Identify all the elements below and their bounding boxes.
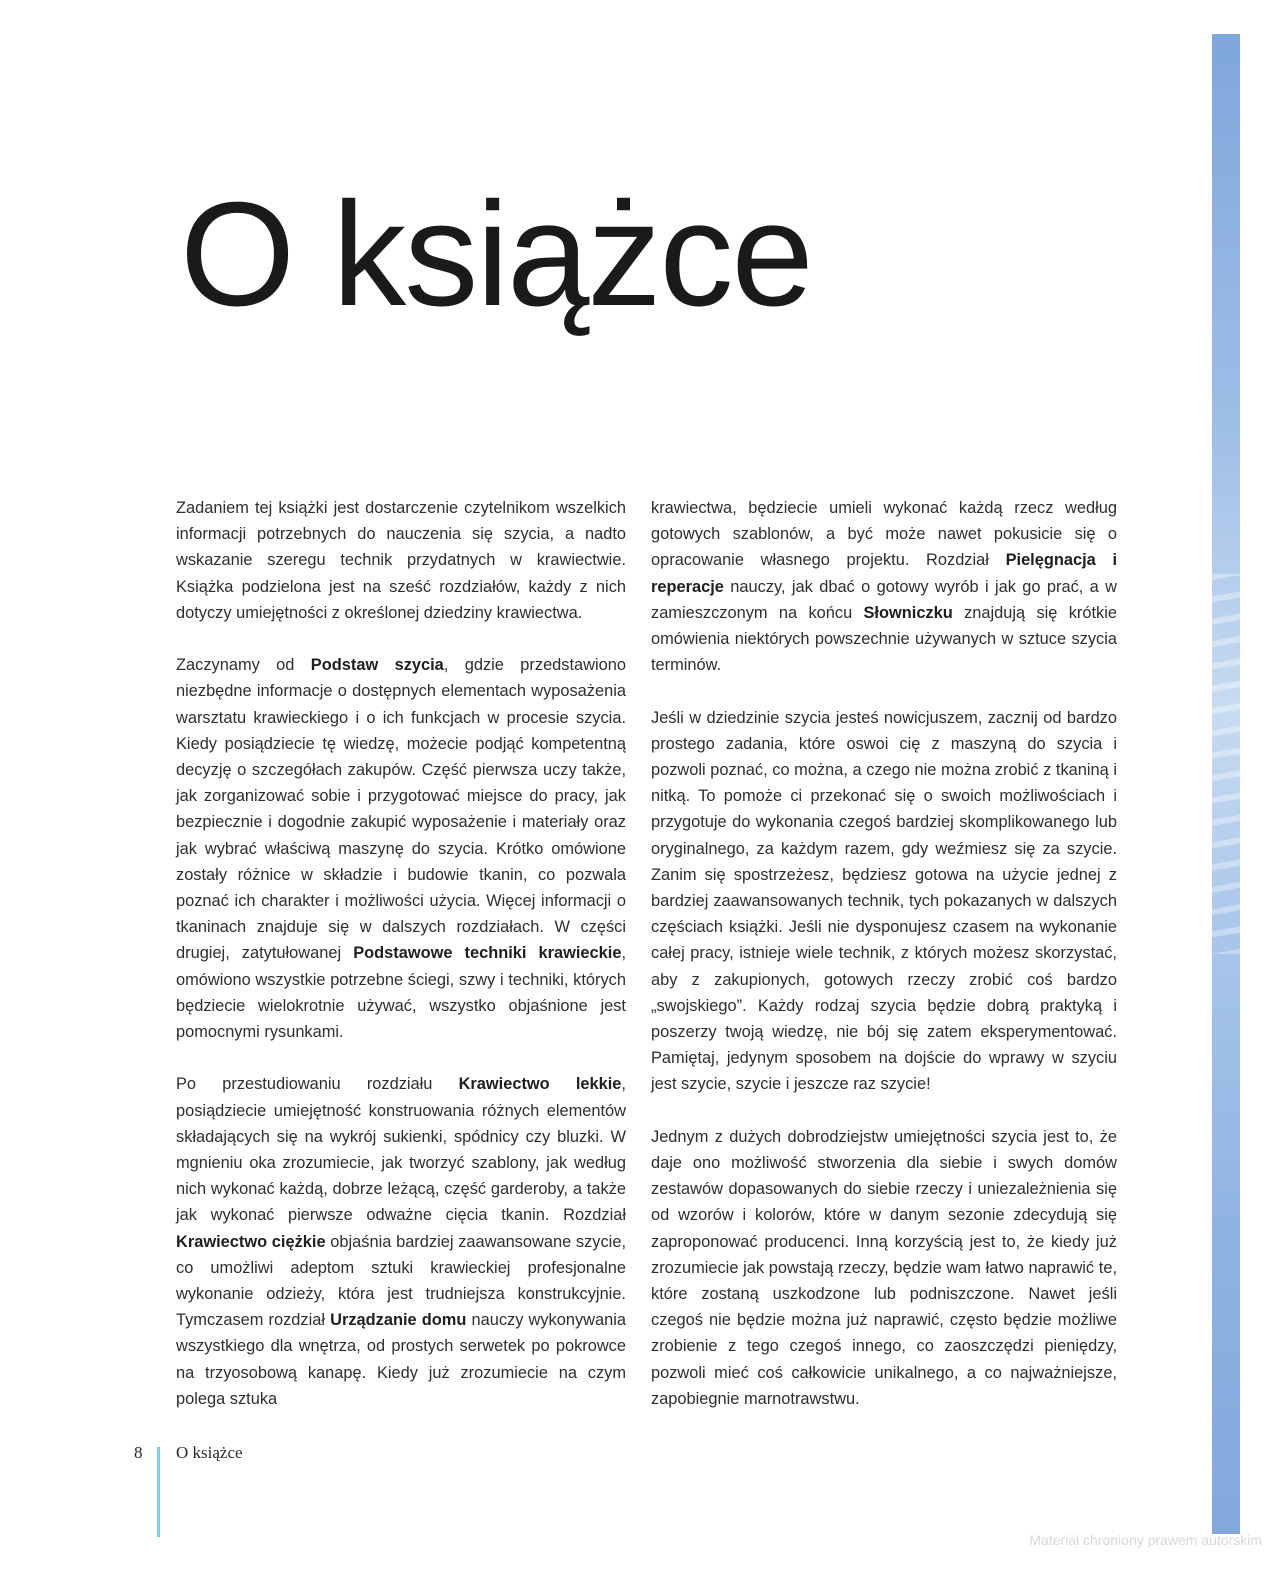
paragraph-benefits: Jednym z dużych dobrodziejstw umiejętności szycia jest to, że daje ono możliwość stworzenia dla siebie i swych domów zestawów dopasowanych do siebie rzeczy i uniezależnienia się od wzorów i kolorów, które w danym sezonie zdecydują się zaproponować producenci. Inną korzyścią jest to, że kiedy już zrozumiecie jak powstają rzeczy, będzie wam łatwo naprawić te, które zostaną uszkodzone lub podniszczone. Nawet jeśli czegoś nie będzie można już naprawić, często będzie możliwe zrobienie z tego czegoś innego, co zaoszczędzi pieniędzy, pozwoli mieć coś całkowicie unikalnego, a co najważniejsze, zapobiegnie marnotrawstwu. [651,1127,1117,1408]
chapter-name-techniques: Podstawowe techniki krawieckie [353,944,622,963]
text-segment: Zaczynamy od [176,656,311,675]
text-segment: objaśnia bardziej zaawansowane szycie, co umożliwi adeptom sztuki krawieckiej profesjonalne wykonanie odzieży, która jest trudniejsza konstrukcyjnie. Tymczasem rozdział [176,1232,626,1330]
paragraph-intro: Zadaniem tej książki jest dostarczenie czytelnikom wszelkich informacji potrzebnych do nauczenia się szycia, a nadto wskazanie szeregu technik przydatnych w krawiectwie. Książka podzielona jest na sześć rozdziałów, każdy z nich dotyczy umiejętności z określonej dziedziny krawiectwa. [176,499,626,622]
decorative-side-strip [1212,34,1240,1534]
left-column [176,495,626,1438]
running-title: O książce [176,1443,243,1462]
text-segment: znajdują się krótkie omówienia niektórych powszechnie używanych w sztuce szycia terminów. [651,603,1117,675]
text-segment: nauczy, jak dbać o gotowy wyrób i jak go prać, a w zamieszczonym na końcu [651,577,1117,622]
paragraph-chapters [176,1071,626,1412]
text-segment: krawiectwa, będziecie umieli wykonać każdą rzecz według gotowych szablonów, a być może nawet pokusicie się o opracowanie własnego projektu. Rozdział [651,499,1117,570]
chapter-name-home-decor: Urządzanie domu [330,1311,467,1330]
chapter-name-care-repair: Pielęgnacja i reperacje [651,551,1117,596]
paragraph-continuation [651,495,1117,678]
text-segment: , gdzie przedstawiono niezbędne informacje o dostępnych elementach wyposażenia warsztatu krawieckiego i o ich funkcjach w procesie szycia. Kiedy posiądziecie tę wiedzę, możecie podjąć kompetentną decyzję o szczegółach zakupów. Część pierwsza uczy także, jak zorganizować sobie i przygotować miejsce do pracy, jak bezpiecznie i dogodnie zakupić wyposażenie i materiały oraz jak wybrać właściwą maszynę do szycia. Krótko omówione zostały różnice w składzie i budowie tkanin, co pozwala poznać ich charakter i możliwości użycia. Więcej informacji o tkaninach znajduje się w dalszych rozdziałach. W części drugiej, zatytułowanej [176,656,626,963]
paragraph-beginners: Jeśli w dziedzinie szycia jesteś nowicjuszem, zacznij od bardzo prostego zadania, które oswoi cię z maszyną do szycia i pozwoli poznać, co można, a czego nie można zrobić z tkaniną i nitką. To pomoże ci przekonać się o swoich możliwościach i przygotuje do wykonania czegoś bardziej skomplikowanego lub oryginalnego, za każdym razem, gdy weźmiesz się za szycie. Zanim się spostrzeżesz, będziesz gotowa na użycie jednej z bardziej zaawansowanych technik, tych pokazanych w dalszych częściach książki. Jeśli nie dysponujesz czasem na wykonanie całej pracy, istnieje wiele technik, z których możesz skorzystać, aby z zakupionych, gotowych rzeczy zrobić coś bardzo „swojskiego”. Każdy rodzaj szycia będzie dobrą praktyką i poszerzy twoją wiedzę, nie bój się zatem eksperymentować. Pamiętaj, jedynym sposobem na dojście do wprawy w szyciu jest szycie, szycie i jeszcze raz szycie! [651,708,1117,1094]
copyright-watermark: Materiał chroniony prawem autorskim [1029,1532,1262,1548]
footer-accent-rule [157,1447,160,1537]
chapter-name-heavy-tailoring: Krawiectwo ciężkie [176,1232,326,1251]
paragraph-basics [176,652,626,1045]
text-segment: , omówiono wszystkie potrzebne ściegi, szwy i techniki, których będziecie wielokrotnie używać, wszystko objaśnione jest pomocnymi rysunkami. [176,944,626,1042]
text-segment: nauczy wykonywania wszystkiego dla wnętrza, od prostych serwetek po pokrowce na trzyosobową kanapę. Kiedy już zrozumiecie na czym polega sztuka [176,1311,626,1408]
chapter-name-light-tailoring: Krawiectwo lekkie [458,1075,622,1094]
chapter-name-glossary: Słowniczku [863,603,953,622]
text-segment: Po przestudiowaniu rozdziału [176,1075,459,1094]
chapter-name-basics: Podstaw szycia [310,656,444,675]
right-column [651,495,1117,1438]
page-number: 8 [134,1443,143,1462]
text-segment: , posiądziecie umiejętność konstruowania różnych elementów składających się na wykrój sukienki, spódnicy czy bluzki. W mgnieniu oka zrozumiecie, jak tworzyć szablony, jak według nich wykonać każdą, dobrze leżącą, część garderoby, a także jak wykonać pierwsze odważne cięcia tkanin. Rozdział [176,1075,626,1225]
page-title: O książce [180,172,812,337]
